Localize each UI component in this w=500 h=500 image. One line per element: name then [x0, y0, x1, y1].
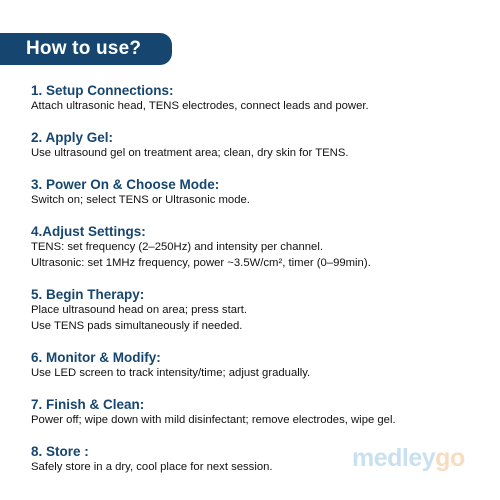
step-title: 8. Store : [31, 444, 89, 459]
step-item [31, 224, 491, 271]
step-text: Safely store in a dry, cool place for next session. [31, 461, 273, 473]
step-item [31, 287, 491, 334]
step-text: Ultrasonic: set 1MHz frequency, power ~3.5W/cm², timer (0–99min). [31, 257, 371, 269]
step-title: 7. Finish & Clean: [31, 397, 145, 412]
step-text: Use TENS pads simultaneously if needed. [31, 320, 243, 332]
step-item [31, 177, 491, 208]
step-item [31, 397, 491, 428]
step-text: Attach ultrasonic head, TENS electrodes, connect leads and power. [31, 100, 369, 112]
brand-logo [352, 444, 465, 473]
step-text: TENS: set frequency (2–250Hz) and intensity per channel. [31, 241, 323, 253]
step-text: Place ultrasound head on area; press start. [31, 304, 248, 316]
steps-list [31, 83, 491, 491]
step-title: 4.Adjust Settings: [31, 224, 146, 239]
step-item [31, 350, 491, 381]
step-item [31, 130, 491, 161]
step-title: 3. Power On & Choose Mode: [31, 177, 220, 192]
header-banner [0, 33, 172, 65]
step-title: 5. Begin Therapy: [31, 287, 145, 302]
logo-text-primary: medley [352, 444, 436, 472]
step-text: Power off; wipe down with mild disinfectant; remove electrodes, wipe gel. [31, 414, 396, 426]
step-text: Use ultrasound gel on treatment area; clean, dry skin for TENS. [31, 147, 349, 159]
step-title: 1. Setup Connections: [31, 83, 174, 98]
page-title: How to use? [26, 38, 142, 59]
step-text: Switch on; select TENS or Ultrasonic mode. [31, 194, 250, 206]
step-item [31, 83, 491, 114]
step-title: 6. Monitor & Modify: [31, 350, 161, 365]
logo-text-secondary: go [435, 444, 465, 472]
step-text: Use LED screen to track intensity/time; adjust gradually. [31, 367, 311, 379]
step-title: 2. Apply Gel: [31, 130, 114, 145]
